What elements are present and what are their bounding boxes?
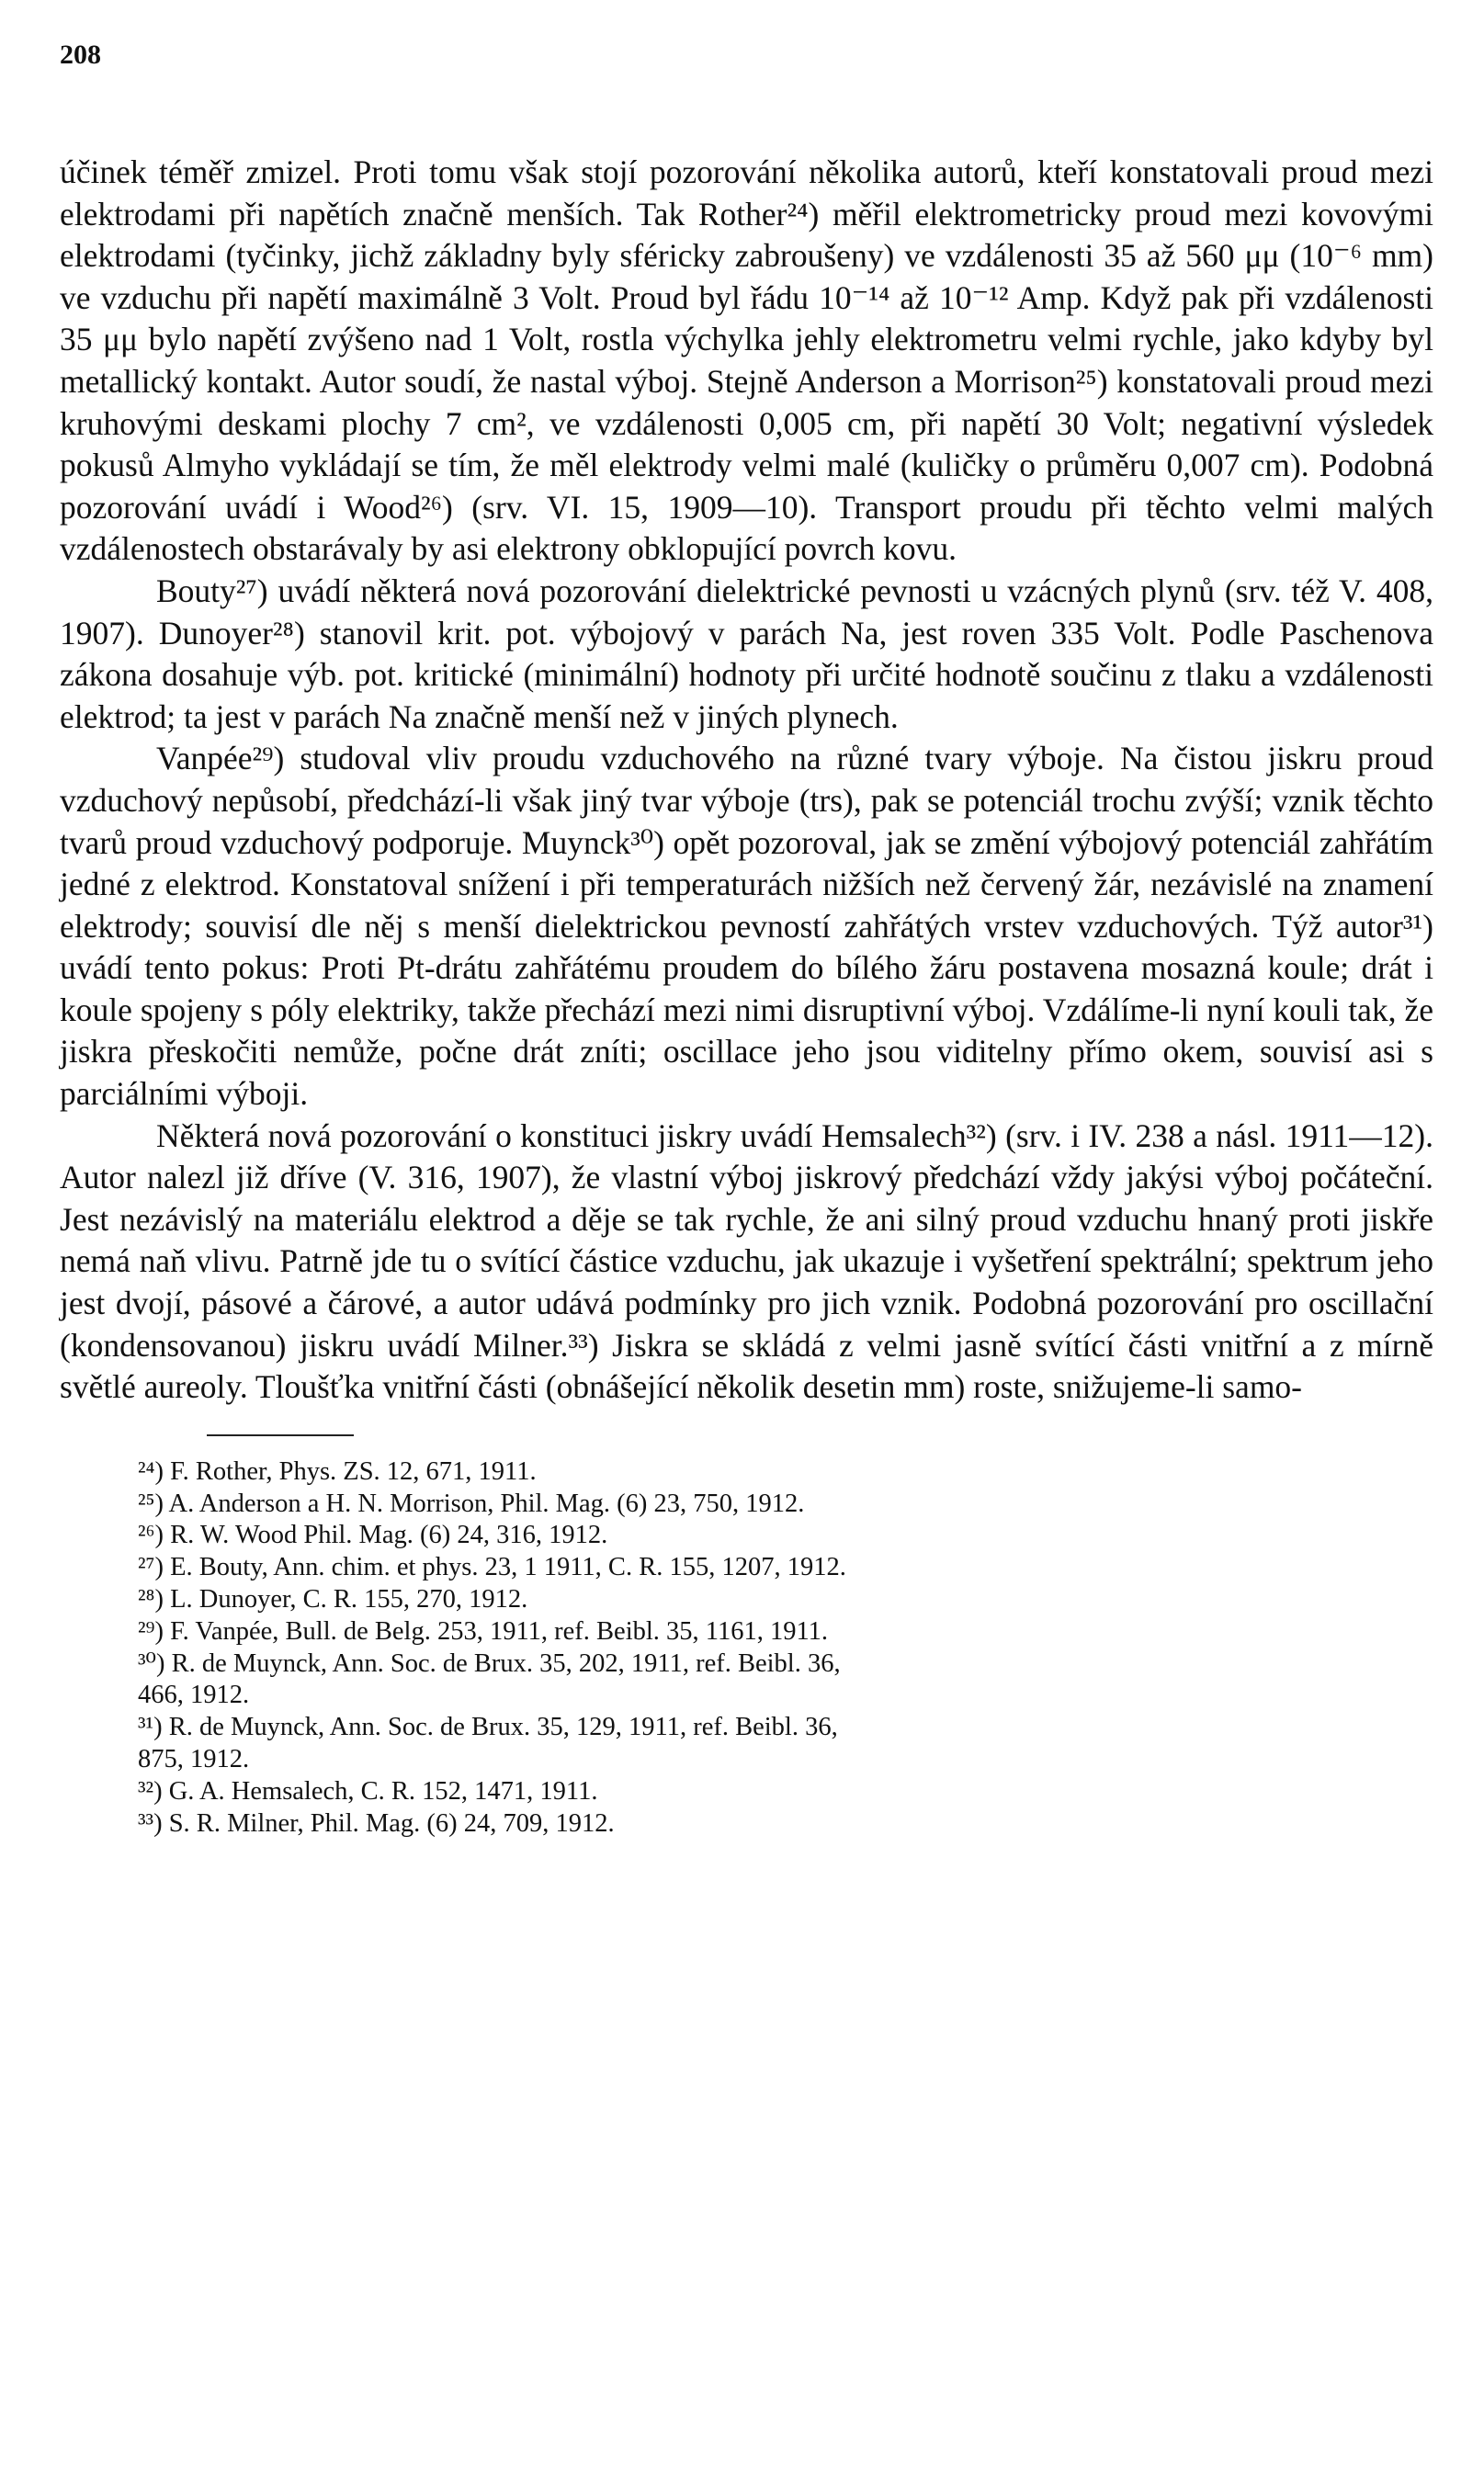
paragraph: Některá nová pozorování o konstituci jiskry uvádí Hemsalech³²) (srv. i IV. 238 a násl. 1911—12). Autor nalezl již dříve (V. 316, 1907), že vlastní výboj jiskrový předchází vždy jakýsi výboj počáteční. Jest nezávislý na materiálu elektrod a děje se tak rychle, že ani silný proud vzduchu hnaný proti jiskře nemá naň vlivu. Patrně jde tu o svítící částice vzduchu, jak ukazuje i vyšetření spektrální; spektrum jeho jest dvojí, pásové a čárové, a autor udává podmínky pro jich vznik. Podobná pozorování pro oscillační (kondensovanou) jiskru uvádí Milner.³³) Jiskra se skládá z velmi jasně svítící části vnitřní a z mírně světlé aureoly. Tloušťka vnitřní části (obnášející několik desetin mm) roste, snižujeme-li samo-: [60, 1116, 1433, 1406]
footnote: ²⁸) L. Dunoyer, C. R. 155, 270, 1912.: [138, 1585, 528, 1614]
footnote: ²⁵) A. Anderson a H. N. Morrison, Phil. Mag. (6) 23, 750, 1912.: [138, 1489, 805, 1518]
footnote: ²⁹) F. Vanpée, Bull. de Belg. 253, 1911, ref. Beibl. 35, 1161, 1911.: [138, 1616, 829, 1646]
footnote: ²⁷) E. Bouty, Ann. chim. et phys. 23, 1 1911, C. R. 155, 1207, 1912.: [138, 1553, 846, 1582]
paragraph: Bouty²⁷) uvádí některá nová pozorování dielektrické pevnosti u vzácných plynů (srv. též V. 408, 1907). Dunoyer²⁸) stanovil krit. pot. výbojový v parách Na, jest roven 335 Volt. Podle Paschenova zákona dosahuje výb. pot. kritické (minimální) hodnoty při určité hodnotě součinu z tlaku a vzdálenosti elektrod; ta jest v parách Na značně menší než v jiných plynech.: [60, 572, 1433, 735]
footnote: ³³) S. R. Milner, Phil. Mag. (6) 24, 709, 1912.: [138, 1808, 615, 1838]
footnote-continuation: 466, 1912.: [138, 1681, 250, 1710]
body-text: [60, 152, 1433, 1409]
footnote: ³⁰) R. de Muynck, Ann. Soc. de Brux. 35, 202, 1911, ref. Beibl. 36,: [138, 1648, 841, 1678]
paragraph: Vanpée²⁹) studoval vliv proudu vzduchového na různé tvary výboje. Na čistou jiskru proud vzduchový nepůsobí, předchází-li však jiný tvar výboje (trs), pak se potenciál trochu zvýší; vznik těchto tvarů proud vzduchový podporuje. Muynck³⁰) opět pozoroval, jak se změní výbojový potenciál zahřátím jedné z elektrod. Konstatoval snížení i při temperaturách nižších než červený žár, nezávislé na znamení elektrody; souvisí dle něj s menší dielektrickou pevností zahřátých vrstev vzduchových. Týž autor³¹) uvádí tento pokus: Proti Pt-drátu zahřátému proudem do bílého žáru postavena mosazná koule; drát i koule spojeny s póly elektriky, takže přechází mezi nimi disruptivní výboj. Vzdálíme-li nyní kouli tak, že jiskra přeskočiti nemůže, počne drát zníti; oscillace jeho jsou viditelny přímo okem, souvisí asi s parciálními výboji.: [60, 740, 1433, 1113]
paragraph: účinek téměř zmizel. Proti tomu však stojí pozorování několika autorů, kteří konstatovali proud mezi elektrodami při napětích značně menších. Tak Rother²⁴) měřil elektrometricky proud mezi kovovými elektrodami (tyčinky, jichž základny byly sféricky zabroušeny) ve vzdálenosti 35 až 560 μμ (10⁻⁶ mm) ve vzduchu při napětí maximálně 3 Volt. Proud byl řádu 10⁻¹⁴ až 10⁻¹² Amp. Když pak při vzdálenosti 35 μμ bylo napětí zvýšeno nad 1 Volt, rostla výchylka jehly elektrometru velmi rychle, jako kdyby byl metallický kontakt. Autor soudí, že nastal výboj. Stejně Anderson a Morrison²⁵) konstatovali proud mezi kruhovými deskami plochy 7 cm², ve vzdálenosti 0,005 cm, při napětí 30 Volt; negativní výsledek pokusů Almyho vykládají se tím, že měl elektrody velmi malé (kuličky o průměru 0,007 cm). Podobná pozorování uvádí i Wood²⁶) (srv. VI. 15, 1909—10). Transport proudu při těchto velmi malých vzdálenostech obstarávaly by asi elektrony obklopující povrch kovu.: [60, 153, 1433, 568]
footnote-divider: [207, 1434, 354, 1436]
footnote: ³²) G. A. Hemsalech, C. R. 152, 1471, 1911.: [138, 1776, 598, 1806]
footnote: ²⁶) R. W. Wood Phil. Mag. (6) 24, 316, 1912.: [138, 1521, 608, 1550]
page-number: 208: [60, 40, 101, 70]
footnote-continuation: 875, 1912.: [138, 1744, 250, 1773]
footnote: ³¹) R. de Muynck, Ann. Soc. de Brux. 35, 129, 1911, ref. Beibl. 36,: [138, 1713, 838, 1742]
footnotes: [60, 1456, 1433, 1841]
footnote: ²⁴) F. Rother, Phys. ZS. 12, 671, 1911.: [138, 1456, 537, 1486]
document-page: [60, 37, 1433, 2444]
